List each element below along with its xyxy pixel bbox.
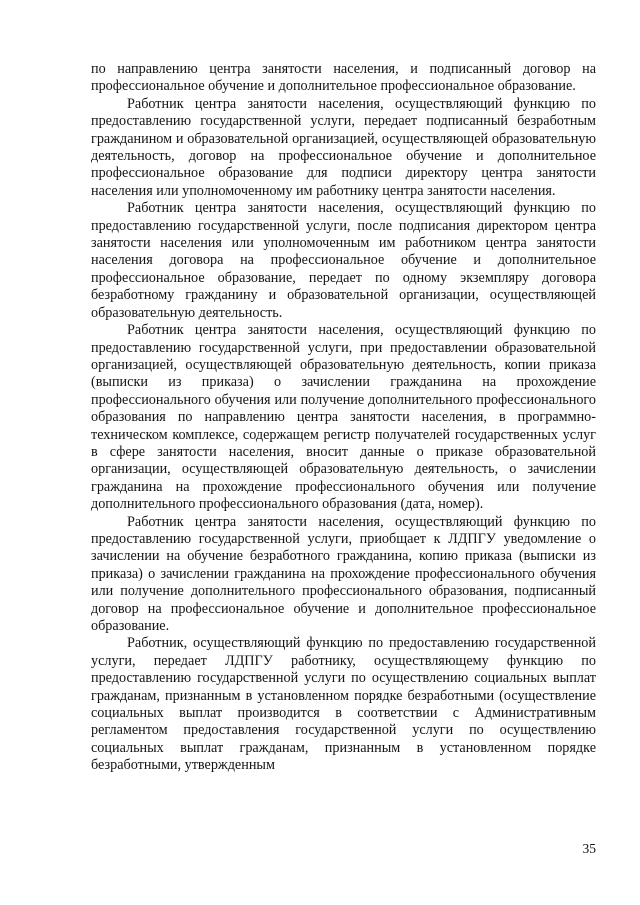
paragraph-enter-enrollment-order: Работник центра занятости населения, осуществляющий функцию по предоставлению государственной услуги, при предоставлении образовательной организацией, осуществляющей образовательную деятельность, копии приказа (выписки из приказа) о зачислении гражданина на прохождение профессионального обучения или получение дополнительного профессионального образования по направлению центра занятости населения, в программно-техническом комплексе, содержащем регистр получателей государственных услуг в сфере занятости населения, вносит данные о приказе образовательной организации, осуществляющей образовательную деятельность, о зачислении гражданина на прохождение профессионального обучения или получение дополнительного профессионального образования (дата, номер). xyxy=(91,322,596,513)
paragraph-hand-over-contract-copies: Работник центра занятости населения, осуществляющий функцию по предоставлению государственной услуги, после подписания директором центра занятости населения или уполномоченным им работником центра занятости населения договора на профессиональное обучение и дополнительное профессиональное образование, передает по одному экземпляру договора безработному гражданину и образовательной организации, осуществляющей образовательную деятельность. xyxy=(91,200,596,321)
page-number: 35 xyxy=(582,841,596,856)
paragraph-transfer-contract-for-signature: Работник центра занятости населения, осуществляющий функцию по предоставлению государственной услуги, передает подписанный безработным гражданином и образовательной организацией, осуществляющей образовательную деятельность, договор на профессиональное обучение и дополнительное профессиональное образование для подписи директору центра занятости населения или уполномоченному им работнику центра занятости населения. xyxy=(91,95,596,199)
paragraph-transfer-file-for-payments: Работник, осуществляющий функцию по предоставлению государственной услуги, передает ЛДПГУ работнику, осуществляющему функцию по предоставлению государственной услуги по осуществлению социальных выплат гражданам, признанным в установленном порядке безработными (осуществление социальных выплат производится в соответствии с Административным регламентом предоставления государственной услуги по осуществлению социальных выплат гражданам, признанным в установленном порядке безработными, утвержденным xyxy=(91,635,596,774)
document-body xyxy=(91,61,596,775)
paragraph-attach-documents-to-file: Работник центра занятости населения, осуществляющий функцию по предоставлению государственной услуги, приобщает к ЛДПГУ уведомление о зачислении на обучение безработного гражданина, копию приказа (выписки из приказа) о зачислении гражданина на прохождение профессионального обучения или получение дополнительного профессионального образования, подписанный договор на профессиональное обучение и дополнительное профессиональное образование. xyxy=(91,513,596,634)
paragraph-continuation: по направлению центра занятости населения, и подписанный договор на профессиональное обучение и дополнительное профессиональное образование. xyxy=(91,61,596,95)
